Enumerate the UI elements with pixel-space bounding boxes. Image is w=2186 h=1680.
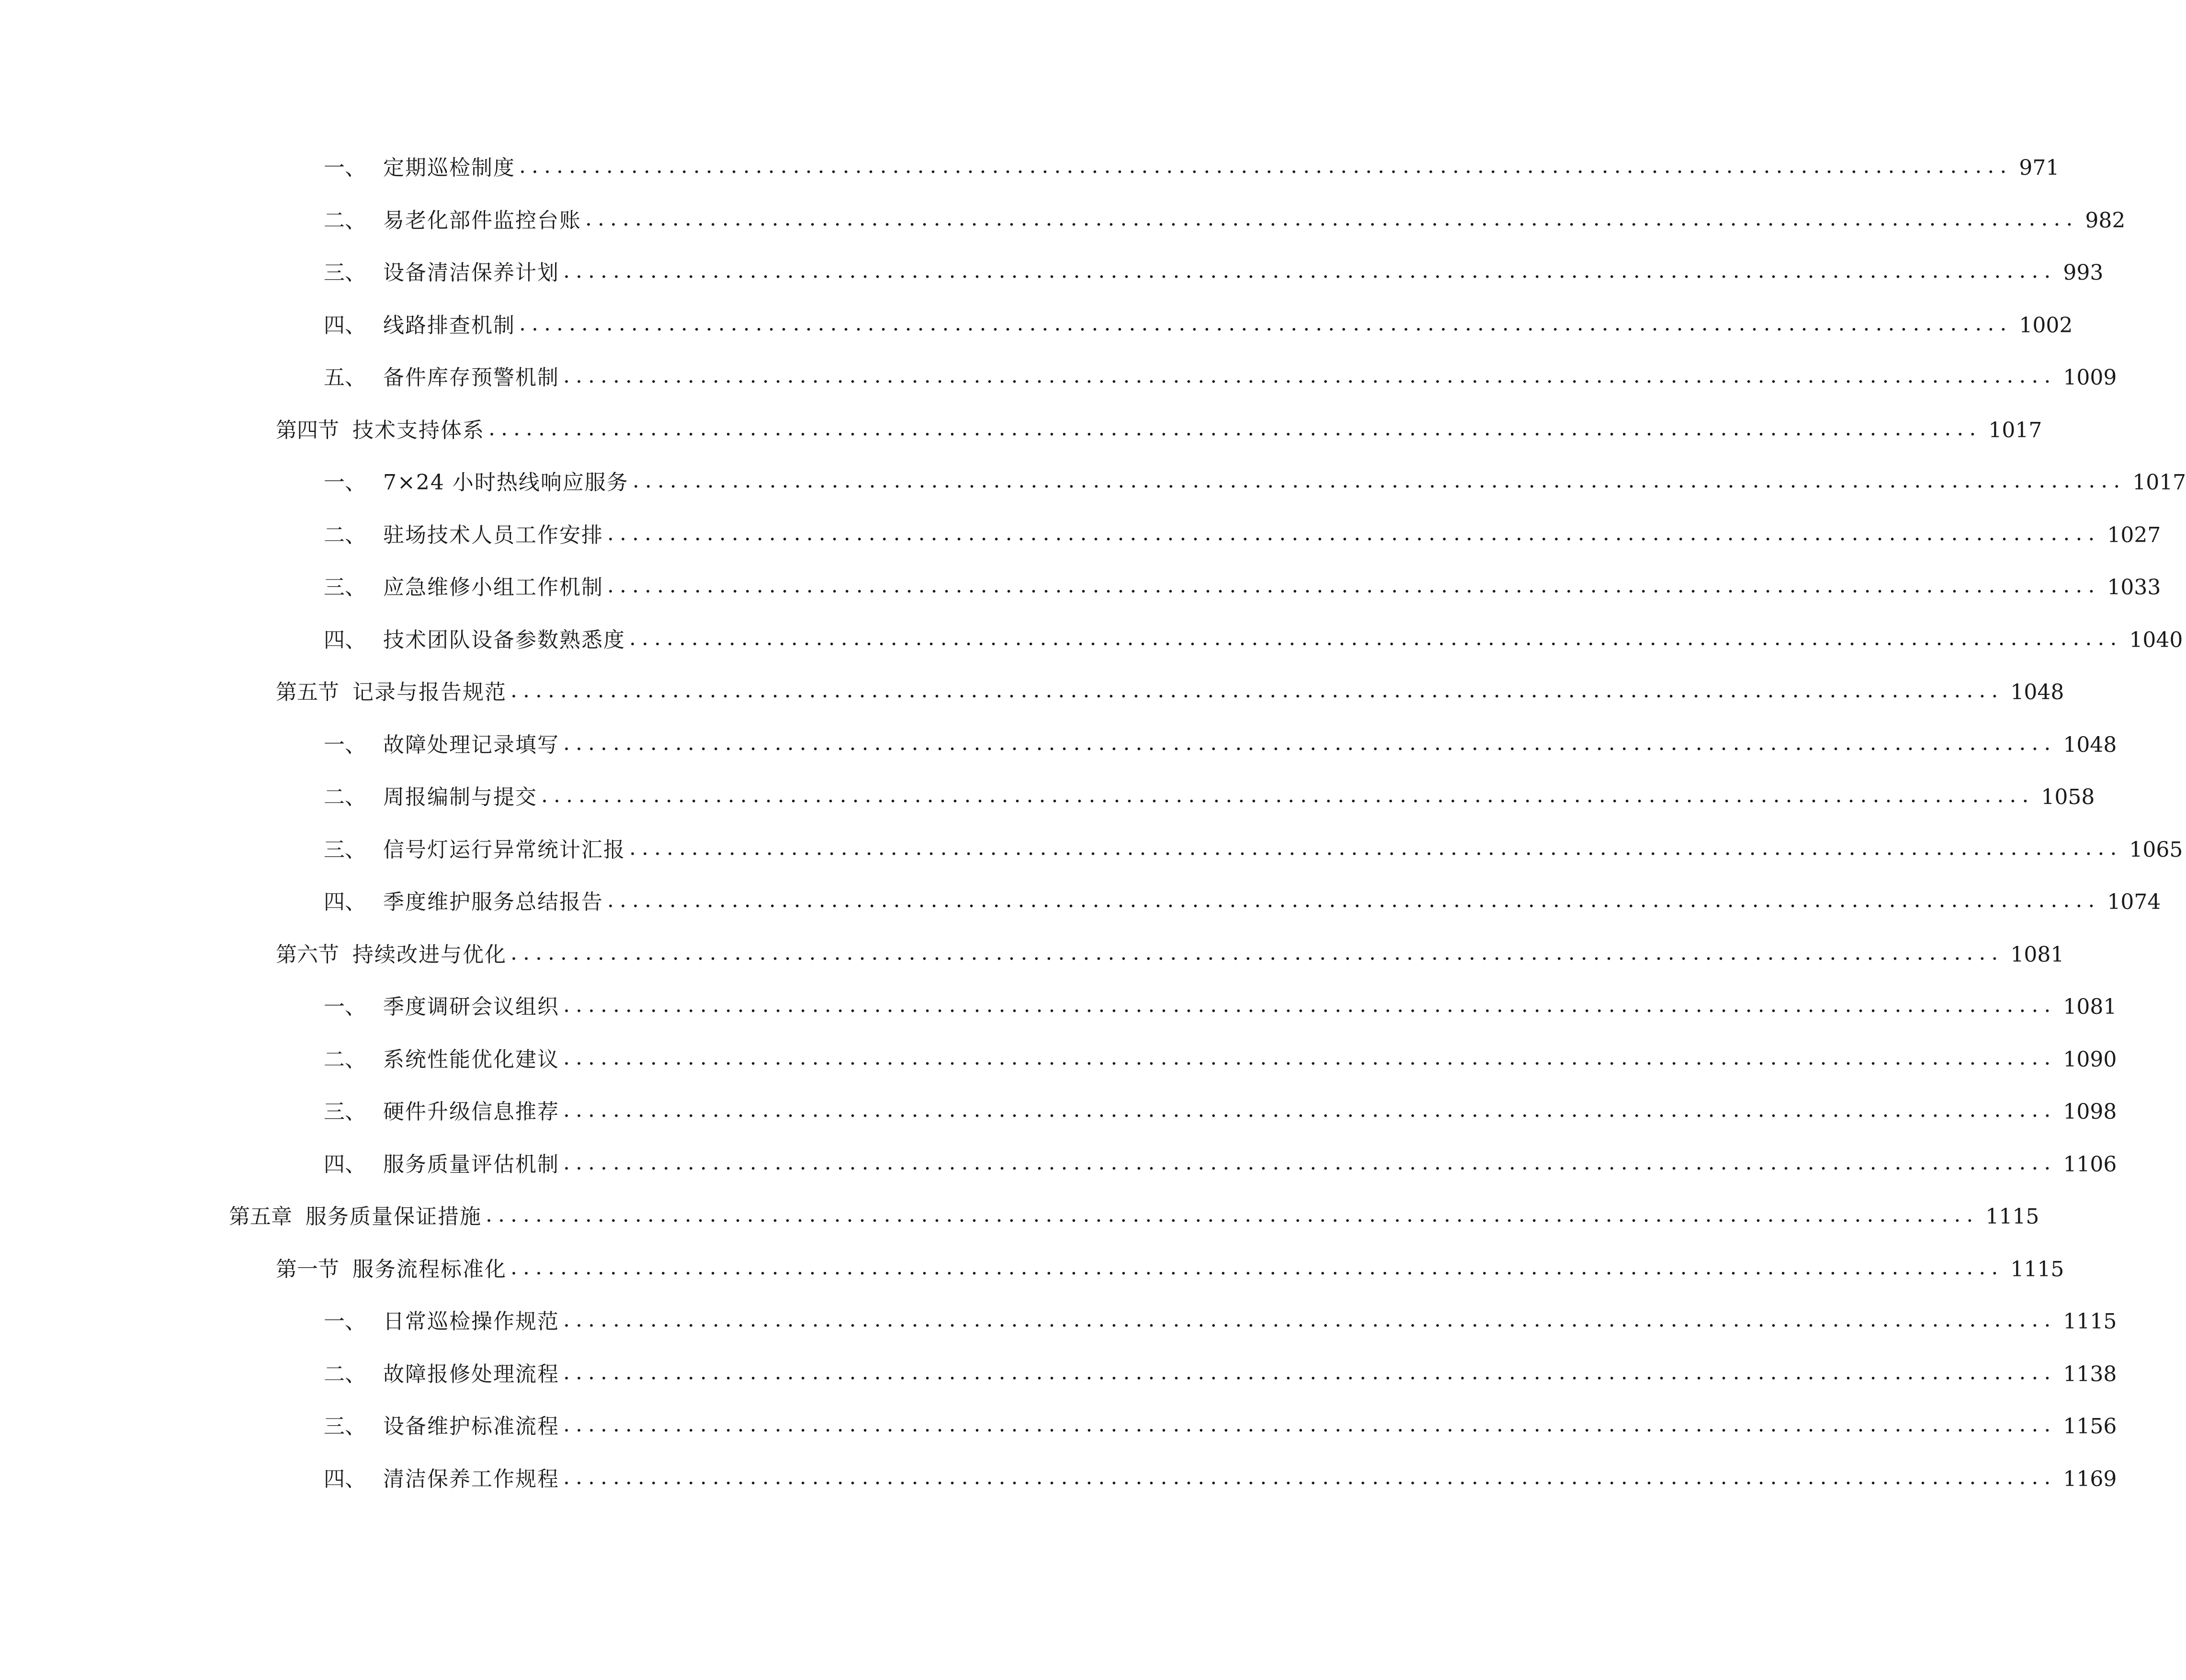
toc-dot-leader: ........................................................................................................................ [563, 1307, 2057, 1332]
toc-entry-page: 1138 [2063, 1362, 2117, 1386]
toc-entry-title: 故障处理记录填写 [383, 733, 559, 757]
toc-entry-number: 四、 [324, 890, 366, 914]
toc-chapter-entry[interactable] [229, 1198, 2039, 1236]
toc-entry-title: 信号灯运行异常统计汇报 [383, 838, 625, 862]
toc-entry-title: 技术支持体系 [352, 418, 485, 443]
toc-entry-number: 一、 [324, 995, 366, 1019]
toc-entry-number: 三、 [324, 575, 366, 600]
toc-entry-page: 1048 [2063, 733, 2117, 757]
toc-entry-number: 第五章 [229, 1204, 292, 1229]
toc-entry[interactable] [324, 831, 2183, 869]
toc-entry-number: 一、 [324, 1309, 366, 1334]
toc-entry-title: 备件库存预警机制 [383, 365, 559, 390]
toc-entry-page: 1090 [2063, 1047, 2117, 1072]
toc-entry-page: 971 [2019, 156, 2060, 180]
toc-entry-title: 定期巡检制度 [383, 156, 515, 180]
toc-dot-leader: ........................................................................................................................ [486, 1203, 1979, 1227]
toc-entry-number: 五、 [324, 365, 366, 390]
toc-entry-page: 1009 [2063, 365, 2117, 390]
toc-entry-page: 1115 [2063, 1309, 2117, 1334]
toc-dot-leader: ........................................................................................................................ [563, 993, 2057, 1017]
toc-entry-title: 驻场技术人员工作安排 [383, 523, 603, 547]
toc-dot-leader: ........................................................................................................................ [607, 888, 2101, 912]
toc-entry-title: 故障报修处理流程 [383, 1362, 559, 1386]
toc-entry[interactable] [324, 883, 2161, 921]
toc-entry-page: 1017 [2132, 470, 2186, 495]
toc-entry-page: 1115 [1985, 1204, 2039, 1229]
toc-entry-number: 一、 [324, 733, 366, 757]
toc-entry-page: 1017 [1988, 418, 2042, 443]
toc-entry-number: 第一节 [276, 1257, 339, 1282]
toc-entry[interactable] [324, 254, 2104, 292]
toc-entry[interactable] [324, 988, 2117, 1026]
toc-entry-page: 1058 [2041, 785, 2095, 809]
toc-dot-leader: ........................................................................................................................ [563, 1360, 2057, 1385]
toc-entry[interactable] [324, 568, 2161, 607]
toc-entry-number: 三、 [324, 1100, 366, 1124]
toc-dot-leader: ........................................................................................................................ [541, 783, 2035, 807]
toc-entry-title: 7×24 小时热线响应服务 [383, 470, 629, 495]
toc-entry[interactable] [324, 149, 2060, 187]
toc-entry-title: 周报编制与提交 [383, 785, 537, 809]
toc-entry-title: 线路排查机制 [383, 313, 515, 338]
toc-dot-leader: ........................................................................................................................ [510, 678, 2004, 703]
toc-entry-title: 系统性能优化建议 [383, 1047, 559, 1072]
toc-dot-leader: ........................................................................................................................ [510, 941, 2004, 965]
toc-entry-title: 服务流程标准化 [352, 1257, 507, 1282]
toc-entry-title: 设备清洁保养计划 [383, 261, 559, 285]
toc-dot-leader: ........................................................................................................................ [563, 1098, 2057, 1122]
toc-entry[interactable] [324, 516, 2161, 555]
toc-dot-leader: ........................................................................................................................ [632, 468, 2126, 493]
toc-entry-page: 1115 [2010, 1257, 2064, 1282]
toc-entry-page: 1156 [2063, 1414, 2117, 1439]
toc-dot-leader: ........................................................................................................................ [563, 1045, 2057, 1070]
toc-entry-title: 持续改进与优化 [352, 942, 507, 967]
toc-dot-leader: ........................................................................................................................ [563, 1150, 2057, 1175]
toc-entry-page: 1106 [2063, 1152, 2117, 1177]
toc-entry[interactable] [324, 726, 2117, 764]
toc-entry[interactable] [324, 464, 2186, 502]
toc-dot-leader: ........................................................................................................................ [563, 259, 2057, 283]
toc-entry-number: 二、 [324, 785, 366, 809]
toc-entry-page: 1098 [2063, 1100, 2117, 1124]
toc-entry-title: 季度维护服务总结报告 [383, 890, 603, 914]
toc-dot-leader: ........................................................................................................................ [607, 573, 2101, 598]
toc-entry-page: 1002 [2019, 313, 2073, 338]
toc-entry-number: 三、 [324, 838, 366, 862]
toc-entry-title: 记录与报告规范 [352, 680, 507, 704]
toc-dot-leader: ........................................................................................................................ [607, 521, 2101, 545]
toc-dot-leader: ........................................................................................................................ [563, 363, 2057, 388]
toc-dot-leader: ........................................................................................................................ [519, 154, 2013, 178]
toc-entry-title: 应急维修小组工作机制 [383, 575, 603, 600]
toc-dot-leader: ........................................................................................................................ [629, 626, 2123, 650]
toc-dot-leader: ........................................................................................................................ [629, 836, 2123, 860]
toc-entry-title: 服务质量评估机制 [383, 1152, 559, 1177]
toc-entry-title: 技术团队设备参数熟悉度 [383, 628, 625, 652]
toc-dot-leader: ........................................................................................................................ [488, 416, 1982, 441]
toc-entry-number: 一、 [324, 470, 366, 495]
toc-entry-title: 服务质量保证措施 [306, 1204, 482, 1229]
toc-entry[interactable] [324, 1303, 2117, 1341]
toc-entry-page: 993 [2063, 261, 2104, 285]
toc-entry-title: 易老化部件监控台账 [383, 208, 581, 233]
toc-section-entry[interactable] [276, 936, 2064, 974]
toc-entry-number: 四、 [324, 313, 366, 338]
toc-section-entry[interactable] [276, 673, 2064, 712]
toc-entry-number: 四、 [324, 628, 366, 652]
toc-section-entry[interactable] [276, 1250, 2064, 1289]
toc-entry-title: 日常巡检操作规范 [383, 1309, 559, 1334]
toc-entry-number: 一、 [324, 156, 366, 180]
toc-entry-number: 三、 [324, 1414, 366, 1439]
toc-entry[interactable] [324, 621, 2183, 659]
toc-entry-number: 二、 [324, 523, 366, 547]
toc-dot-leader: ........................................................................................................................ [563, 1412, 2057, 1437]
toc-entry-number: 四、 [324, 1152, 366, 1177]
toc-entry-title: 季度调研会议组织 [383, 995, 559, 1019]
toc-entry-page: 1027 [2107, 523, 2161, 547]
toc-entry-title: 清洁保养工作规程 [383, 1467, 559, 1491]
toc-entry[interactable] [324, 359, 2117, 397]
toc-entry[interactable] [324, 778, 2095, 817]
toc-entry-number: 四、 [324, 1467, 366, 1491]
toc-entry-title: 硬件升级信息推荐 [383, 1100, 559, 1124]
toc-entry-page: 1081 [2010, 942, 2064, 967]
toc-entry[interactable] [324, 1460, 2117, 1498]
toc-dot-leader: ........................................................................................................................ [519, 311, 2013, 336]
toc-entry-number: 第四节 [276, 418, 339, 443]
toc-entry-page: 1048 [2010, 680, 2064, 704]
toc-dot-leader: ........................................................................................................................ [510, 1255, 2004, 1280]
toc-entry[interactable] [324, 306, 2073, 345]
toc-entry[interactable] [324, 1146, 2117, 1184]
toc-entry-page: 982 [2085, 208, 2126, 233]
toc-entry-number: 二、 [324, 1047, 366, 1072]
toc-entry-page: 1081 [2063, 995, 2117, 1019]
toc-entry[interactable] [324, 1355, 2117, 1394]
toc-entry-number: 三、 [324, 261, 366, 285]
toc-entry-number: 第六节 [276, 942, 339, 967]
toc-section-entry[interactable] [276, 411, 2042, 450]
toc-entry-title: 设备维护标准流程 [383, 1414, 559, 1439]
toc-dot-leader: ........................................................................................................................ [563, 1465, 2057, 1489]
toc-entry-page: 1169 [2063, 1467, 2117, 1491]
toc-entry-page: 1065 [2129, 838, 2183, 862]
toc-entry[interactable] [324, 202, 2126, 240]
toc-entry-number: 二、 [324, 1362, 366, 1386]
toc-entry[interactable] [324, 1041, 2117, 1079]
toc-entry-number: 二、 [324, 208, 366, 233]
toc-entry-page: 1074 [2107, 890, 2161, 914]
toc-entry-number: 第五节 [276, 680, 339, 704]
toc-dot-leader: ........................................................................................................................ [585, 206, 2079, 231]
toc-entry[interactable] [324, 1408, 2117, 1446]
toc-entry[interactable] [324, 1093, 2117, 1131]
toc-entry-page: 1040 [2129, 628, 2183, 652]
toc-dot-leader: ........................................................................................................................ [563, 731, 2057, 755]
toc-entry-page: 1033 [2107, 575, 2161, 600]
